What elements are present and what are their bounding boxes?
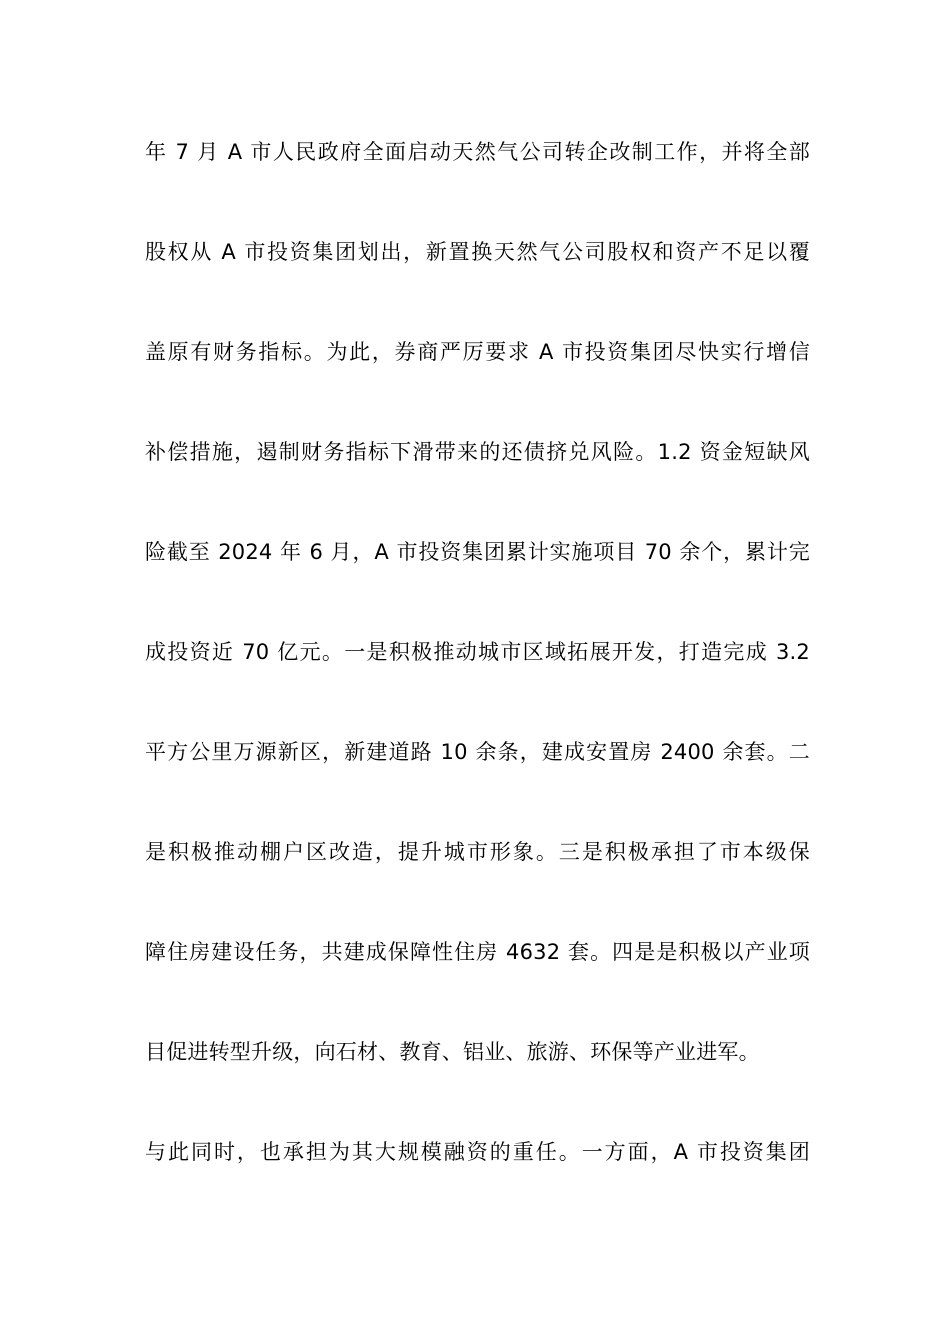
text-line: 股权从 A 市投资集团划出，新置换天然气公司股权和资产不足以覆	[145, 240, 810, 264]
text-line: 目促进转型升级，向石材、教育、铝业、旅游、环保等产业进军。	[145, 1040, 760, 1064]
text-line: 年 7 月 A 市人民政府全面启动天然气公司转企改制工作，并将全部	[145, 140, 810, 164]
text-line: 险截至 2024 年 6 月，A 市投资集团累计实施项目 70 余个，累计完	[145, 540, 810, 564]
text-line: 平方公里万源新区，新建道路 10 余条，建成安置房 2400 余套。二	[145, 740, 810, 764]
text-line: 盖原有财务指标。为此，券商严厉要求 A 市投资集团尽快实行增信	[145, 340, 810, 364]
text-line: 是积极推动棚户区改造，提升城市形象。三是积极承担了市本级保	[145, 840, 810, 864]
text-line: 与此同时，也承担为其大规模融资的重任。一方面，A 市投资集团	[145, 1140, 810, 1164]
text-line: 障住房建设任务，共建成保障性住房 4632 套。四是是积极以产业项	[145, 940, 810, 964]
text-line: 补偿措施，遏制财务指标下滑带来的还债挤兑风险。1.2 资金短缺风	[145, 440, 810, 464]
body-text	[145, 130, 810, 1230]
text-line: 成投资近 70 亿元。一是积极推动城市区域拓展开发，打造完成 3.2	[145, 640, 810, 664]
